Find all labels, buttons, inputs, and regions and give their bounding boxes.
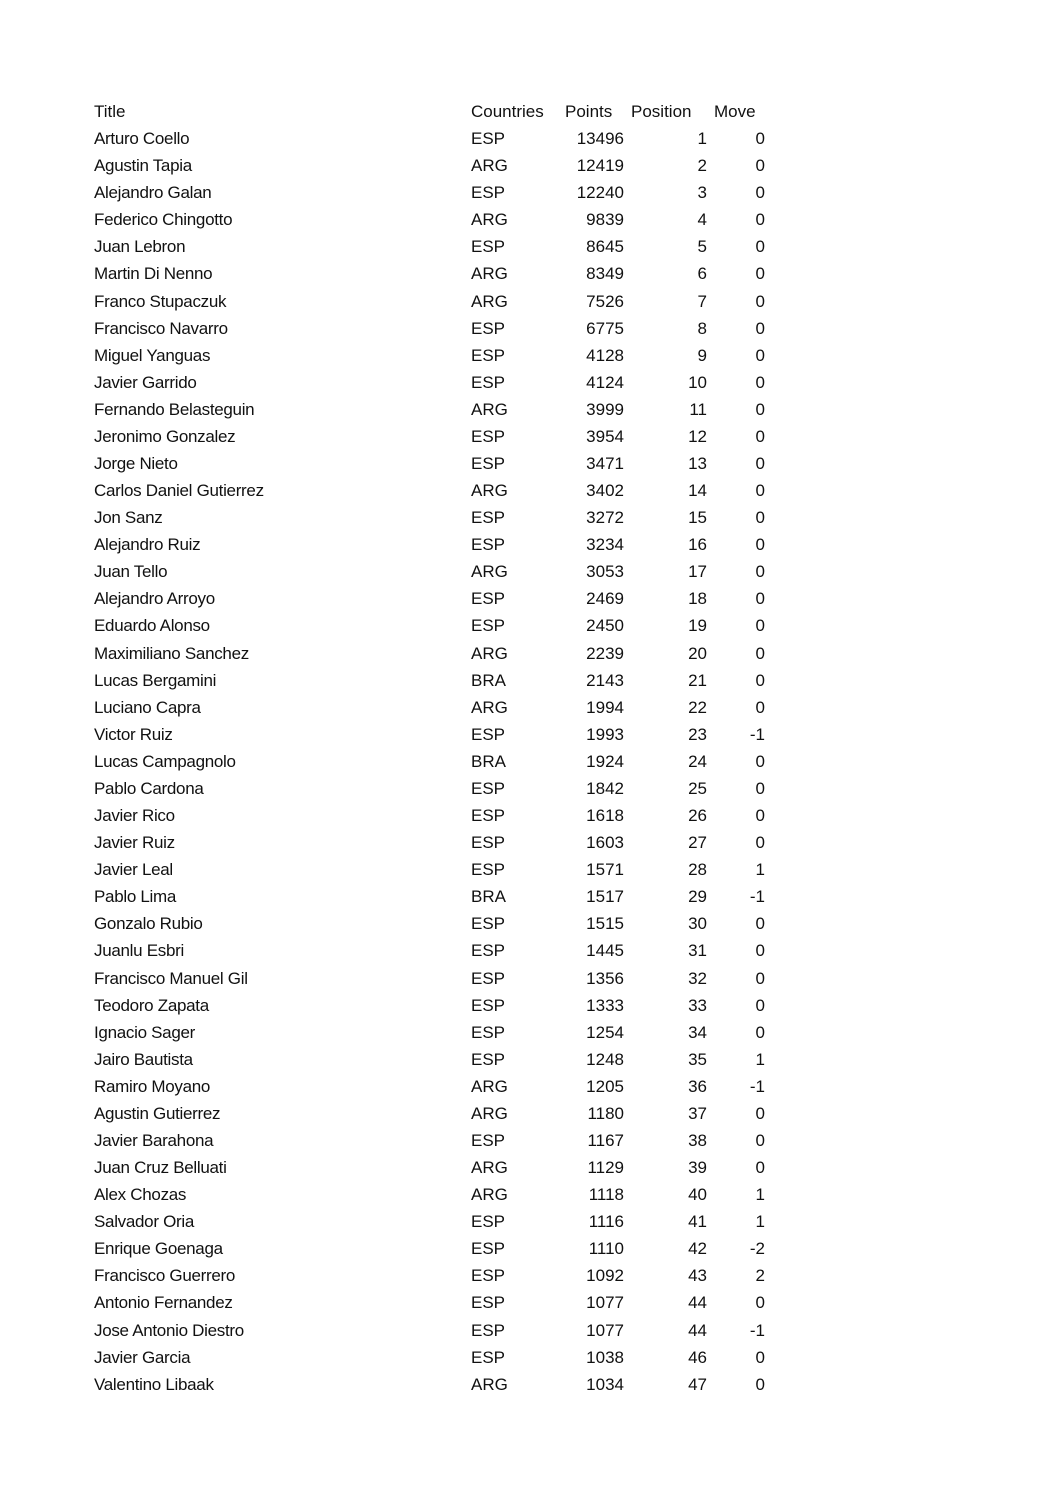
- cell-title: Luciano Capra: [94, 697, 201, 717]
- cell-position: 11: [689, 399, 707, 419]
- cell-move: -1: [749, 724, 765, 744]
- table-row: [0, 721, 1058, 748]
- cell-country: ESP: [471, 1347, 506, 1367]
- cell-title: Federico Chingotto: [94, 210, 233, 230]
- cell-move: 1: [755, 1212, 765, 1232]
- cell-move: 0: [755, 481, 765, 501]
- cell-move: 0: [755, 210, 765, 230]
- cell-position: 43: [688, 1266, 707, 1286]
- cell-points: 1167: [587, 1130, 624, 1150]
- cell-move: 0: [755, 264, 765, 284]
- cell-title: Enrique Goenaga: [94, 1239, 223, 1259]
- cell-title: Agustin Gutierrez: [94, 1103, 221, 1123]
- cell-position: 10: [688, 372, 707, 392]
- cell-points: 1118: [588, 1185, 624, 1205]
- cell-points: 1571: [586, 860, 624, 880]
- table-row: [0, 179, 1058, 206]
- table-row: [0, 260, 1058, 287]
- cell-points: 8349: [586, 264, 624, 284]
- cell-position: 39: [688, 1158, 707, 1178]
- cell-move: 0: [755, 941, 765, 961]
- cell-title: Pablo Cardona: [94, 778, 204, 798]
- cell-title: Javier Ruiz: [94, 833, 175, 853]
- cell-country: ARG: [471, 1076, 508, 1096]
- cell-move: 0: [755, 318, 765, 338]
- cell-title: Pablo Lima: [94, 887, 177, 907]
- table-row: [0, 1046, 1058, 1073]
- cell-move: 0: [755, 535, 765, 555]
- cell-points: 3234: [586, 535, 624, 555]
- cell-country: ESP: [471, 1049, 506, 1069]
- cell-title: Jorge Nieto: [94, 454, 178, 474]
- header-move: Move: [714, 102, 756, 121]
- cell-move: 0: [755, 616, 765, 636]
- cell-move: 0: [755, 156, 765, 176]
- cell-country: ESP: [471, 1320, 506, 1340]
- cell-points: 3954: [586, 426, 624, 446]
- table-row: [0, 477, 1058, 504]
- cell-position: 30: [688, 914, 707, 934]
- cell-move: 0: [755, 183, 765, 203]
- cell-country: ARG: [471, 264, 508, 284]
- cell-position: 34: [688, 1022, 707, 1042]
- cell-country: ESP: [471, 345, 506, 365]
- table-row: [0, 1154, 1058, 1181]
- cell-points: 1077: [586, 1293, 624, 1313]
- table-row: [0, 1317, 1058, 1344]
- cell-position: 29: [688, 887, 707, 907]
- cell-move: -1: [749, 1320, 765, 1340]
- cell-position: 40: [688, 1185, 707, 1205]
- cell-title: Juan Lebron: [94, 237, 186, 257]
- cell-points: 6775: [586, 318, 624, 338]
- table-row: [0, 288, 1058, 315]
- cell-move: 0: [755, 995, 765, 1015]
- table-row: [0, 856, 1058, 883]
- cell-title: Salvador Oria: [94, 1212, 195, 1232]
- table-row: [0, 802, 1058, 829]
- cell-country: BRA: [471, 670, 506, 690]
- cell-title: Ignacio Sager: [94, 1022, 196, 1042]
- cell-position: 33: [688, 995, 707, 1015]
- cell-country: BRA: [471, 887, 506, 907]
- cell-country: ESP: [471, 426, 506, 446]
- table-row: [0, 450, 1058, 477]
- cell-move: 0: [755, 778, 765, 798]
- cell-title: Antonio Fernandez: [94, 1293, 233, 1313]
- cell-title: Alex Chozas: [94, 1185, 187, 1205]
- table-row: [0, 883, 1058, 910]
- table-row: [0, 342, 1058, 369]
- cell-title: Valentino Libaak: [94, 1374, 214, 1394]
- table-row: [0, 423, 1058, 450]
- cell-move: 1: [755, 860, 765, 880]
- cell-title: Juan Tello: [94, 562, 168, 582]
- table-row: [0, 667, 1058, 694]
- cell-title: Jon Sanz: [94, 508, 163, 528]
- table-row: [0, 1073, 1058, 1100]
- cell-position: 37: [688, 1103, 707, 1123]
- cell-title: Javier Garcia: [94, 1347, 191, 1367]
- table-row: [0, 1019, 1058, 1046]
- table-header-row: [0, 98, 1058, 125]
- cell-position: 31: [688, 941, 707, 961]
- table-row: [0, 1127, 1058, 1154]
- cell-country: ESP: [471, 1293, 506, 1313]
- cell-country: ESP: [471, 1130, 506, 1150]
- cell-points: 8645: [586, 237, 624, 257]
- cell-points: 3053: [586, 562, 624, 582]
- cell-points: 1445: [586, 941, 624, 961]
- table-row: [0, 910, 1058, 937]
- cell-move: 0: [755, 426, 765, 446]
- cell-position: 3: [697, 183, 707, 203]
- cell-move: 0: [755, 399, 765, 419]
- cell-points: 7526: [586, 291, 624, 311]
- cell-position: 44: [688, 1320, 707, 1340]
- cell-title: Juanlu Esbri: [94, 941, 184, 961]
- cell-position: 21: [688, 670, 707, 690]
- cell-move: 0: [755, 345, 765, 365]
- cell-points: 1993: [586, 724, 624, 744]
- cell-country: ESP: [471, 914, 506, 934]
- cell-points: 1116: [588, 1212, 624, 1232]
- cell-move: 0: [755, 1374, 765, 1394]
- cell-points: 1517: [586, 887, 624, 907]
- table-row: [0, 1100, 1058, 1127]
- cell-position: 46: [688, 1347, 707, 1367]
- cell-country: ESP: [471, 454, 506, 474]
- cell-move: 0: [755, 1103, 765, 1123]
- cell-title: Jeronimo Gonzalez: [94, 426, 236, 446]
- cell-points: 1356: [586, 968, 624, 988]
- cell-position: 16: [688, 535, 707, 555]
- cell-title: Lucas Campagnolo: [94, 751, 236, 771]
- cell-title: Alejandro Galan: [94, 183, 212, 203]
- cell-position: 25: [688, 778, 707, 798]
- cell-points: 1618: [586, 806, 624, 826]
- table-row: [0, 1289, 1058, 1316]
- cell-country: ESP: [471, 129, 506, 149]
- table-row: [0, 965, 1058, 992]
- cell-points: 1077: [586, 1320, 624, 1340]
- cell-country: ESP: [471, 1212, 506, 1232]
- cell-position: 26: [688, 806, 707, 826]
- cell-country: ESP: [471, 318, 506, 338]
- cell-points: 2469: [586, 589, 624, 609]
- cell-position: 28: [688, 860, 707, 880]
- cell-title: Eduardo Alonso: [94, 616, 210, 636]
- table-row: [0, 369, 1058, 396]
- cell-position: 17: [688, 562, 707, 582]
- cell-points: 3471: [586, 454, 624, 474]
- cell-points: 1515: [586, 914, 624, 934]
- cell-move: 0: [755, 643, 765, 663]
- table-row: [0, 1344, 1058, 1371]
- cell-country: ESP: [471, 508, 506, 528]
- cell-title: Jairo Bautista: [94, 1049, 193, 1069]
- header-title: Title: [94, 102, 126, 121]
- cell-position: 35: [688, 1049, 707, 1069]
- cell-title: Teodoro Zapata: [94, 995, 209, 1015]
- ranking-table: [0, 98, 1058, 1398]
- header-countries: Countries: [471, 102, 544, 121]
- cell-points: 1110: [588, 1239, 624, 1259]
- cell-country: ESP: [471, 995, 506, 1015]
- cell-title: Arturo Coello: [94, 129, 190, 149]
- cell-move: 0: [755, 454, 765, 474]
- table-row: [0, 233, 1058, 260]
- cell-points: 1603: [586, 833, 624, 853]
- cell-points: 1254: [586, 1022, 624, 1042]
- cell-position: 42: [688, 1239, 707, 1259]
- cell-move: 0: [755, 914, 765, 934]
- cell-country: ARG: [471, 1185, 508, 1205]
- cell-points: 1842: [586, 778, 624, 798]
- cell-position: 47: [688, 1374, 707, 1394]
- cell-title: Javier Garrido: [94, 372, 197, 392]
- cell-points: 1205: [586, 1076, 624, 1096]
- cell-title: Francisco Navarro: [94, 318, 228, 338]
- cell-points: 1248: [586, 1049, 624, 1069]
- cell-position: 2: [697, 156, 707, 176]
- cell-position: 9: [697, 345, 707, 365]
- cell-position: 27: [688, 833, 707, 853]
- cell-position: 15: [688, 508, 707, 528]
- cell-points: 1333: [586, 995, 624, 1015]
- cell-country: ARG: [471, 481, 508, 501]
- cell-title: Martin Di Nenno: [94, 264, 213, 284]
- cell-title: Alejandro Arroyo: [94, 589, 215, 609]
- cell-move: 0: [755, 968, 765, 988]
- cell-move: 1: [755, 1049, 765, 1069]
- cell-points: 1180: [587, 1103, 624, 1123]
- table-row: [0, 1235, 1058, 1262]
- cell-country: ESP: [471, 1239, 506, 1259]
- cell-title: Javier Barahona: [94, 1130, 214, 1150]
- cell-country: ESP: [471, 535, 506, 555]
- cell-title: Jose Antonio Diestro: [94, 1320, 244, 1340]
- table-body: [0, 125, 1058, 1398]
- cell-country: ESP: [471, 589, 506, 609]
- cell-country: ARG: [471, 399, 508, 419]
- table-row: [0, 396, 1058, 423]
- cell-position: 8: [697, 318, 707, 338]
- cell-position: 24: [688, 751, 707, 771]
- cell-move: 0: [755, 1130, 765, 1150]
- table-row: [0, 585, 1058, 612]
- cell-points: 4128: [586, 345, 624, 365]
- cell-title: Carlos Daniel Gutierrez: [94, 481, 264, 501]
- table-row: [0, 829, 1058, 856]
- cell-points: 1034: [586, 1374, 624, 1394]
- cell-move: 0: [755, 129, 765, 149]
- table-row: [0, 125, 1058, 152]
- cell-points: 2143: [586, 670, 624, 690]
- cell-move: 0: [755, 806, 765, 826]
- cell-title: Francisco Manuel Gil: [94, 968, 248, 988]
- cell-position: 22: [688, 697, 707, 717]
- cell-points: 12419: [576, 156, 624, 176]
- cell-position: 20: [688, 643, 707, 663]
- cell-position: 5: [697, 237, 707, 257]
- cell-move: 0: [755, 237, 765, 257]
- cell-title: Javier Rico: [94, 806, 175, 826]
- cell-country: ESP: [471, 860, 506, 880]
- cell-country: ARG: [471, 562, 508, 582]
- cell-points: 1092: [586, 1266, 624, 1286]
- table-row: [0, 775, 1058, 802]
- cell-position: 32: [688, 968, 707, 988]
- cell-title: Franco Stupaczuk: [94, 291, 227, 311]
- cell-position: 18: [688, 589, 707, 609]
- cell-move: 0: [755, 1347, 765, 1367]
- cell-points: 12240: [576, 183, 624, 203]
- cell-move: 2: [755, 1266, 765, 1286]
- header-position: Position: [631, 102, 692, 121]
- cell-move: 0: [755, 1293, 765, 1313]
- cell-country: ESP: [471, 833, 506, 853]
- cell-position: 13: [688, 454, 707, 474]
- table-row: [0, 992, 1058, 1019]
- table-row: [0, 531, 1058, 558]
- cell-move: 1: [755, 1185, 765, 1205]
- cell-move: 0: [755, 751, 765, 771]
- table-row: [0, 937, 1058, 964]
- cell-move: -2: [749, 1239, 765, 1259]
- cell-position: 41: [688, 1212, 707, 1232]
- cell-title: Juan Cruz Belluati: [94, 1158, 227, 1178]
- table-row: [0, 315, 1058, 342]
- table-row: [0, 612, 1058, 639]
- cell-position: 4: [697, 210, 707, 230]
- cell-points: 2239: [586, 643, 624, 663]
- cell-country: ESP: [471, 724, 506, 744]
- cell-move: 0: [755, 508, 765, 528]
- cell-move: 0: [755, 291, 765, 311]
- cell-country: ESP: [471, 183, 506, 203]
- cell-country: ESP: [471, 237, 506, 257]
- cell-country: ESP: [471, 778, 506, 798]
- cell-title: Agustin Tapia: [94, 156, 192, 176]
- cell-country: ESP: [471, 616, 506, 636]
- cell-title: Miguel Yanguas: [94, 345, 211, 365]
- cell-points: 4124: [586, 372, 624, 392]
- cell-position: 14: [688, 481, 707, 501]
- table-row: [0, 1371, 1058, 1398]
- cell-position: 12: [688, 426, 707, 446]
- cell-country: ARG: [471, 291, 508, 311]
- cell-move: 0: [755, 1022, 765, 1042]
- table-row: [0, 504, 1058, 531]
- cell-move: -1: [749, 887, 765, 907]
- cell-points: 3999: [586, 399, 624, 419]
- table-row: [0, 558, 1058, 585]
- cell-position: 19: [688, 616, 707, 636]
- cell-title: Alejandro Ruiz: [94, 535, 201, 555]
- cell-title: Ramiro Moyano: [94, 1076, 211, 1096]
- table-row: [0, 152, 1058, 179]
- cell-country: ESP: [471, 968, 506, 988]
- cell-move: 0: [755, 833, 765, 853]
- cell-country: ESP: [471, 806, 506, 826]
- cell-country: BRA: [471, 751, 506, 771]
- cell-points: 1129: [587, 1158, 624, 1178]
- header-points: Points: [565, 102, 613, 121]
- cell-title: Gonzalo Rubio: [94, 914, 203, 934]
- cell-move: 0: [755, 1158, 765, 1178]
- table-row: [0, 1208, 1058, 1235]
- cell-move: 0: [755, 697, 765, 717]
- cell-position: 7: [697, 291, 707, 311]
- cell-country: ESP: [471, 941, 506, 961]
- cell-title: Maximiliano Sanchez: [94, 643, 249, 663]
- cell-position: 23: [688, 724, 707, 744]
- cell-move: 0: [755, 372, 765, 392]
- cell-country: ESP: [471, 1022, 506, 1042]
- cell-country: ESP: [471, 372, 506, 392]
- table-row: [0, 1181, 1058, 1208]
- cell-points: 3402: [586, 481, 624, 501]
- cell-country: ARG: [471, 210, 508, 230]
- table-row: [0, 1262, 1058, 1289]
- cell-position: 38: [688, 1130, 707, 1150]
- cell-move: 0: [755, 562, 765, 582]
- cell-move: 0: [755, 589, 765, 609]
- cell-position: 1: [697, 129, 707, 149]
- cell-move: 0: [755, 670, 765, 690]
- cell-country: ARG: [471, 1374, 508, 1394]
- cell-points: 2450: [586, 616, 624, 636]
- table-row: [0, 748, 1058, 775]
- table-row: [0, 206, 1058, 233]
- cell-title: Francisco Guerrero: [94, 1266, 236, 1286]
- cell-move: -1: [749, 1076, 765, 1096]
- cell-points: 1038: [586, 1347, 624, 1367]
- cell-position: 44: [688, 1293, 707, 1313]
- cell-position: 6: [697, 264, 707, 284]
- cell-country: ARG: [471, 1103, 508, 1123]
- cell-country: ARG: [471, 156, 508, 176]
- cell-points: 9839: [586, 210, 624, 230]
- cell-points: 1994: [586, 697, 624, 717]
- cell-title: Lucas Bergamini: [94, 670, 217, 690]
- cell-title: Fernando Belasteguin: [94, 399, 255, 419]
- cell-points: 1924: [586, 751, 624, 771]
- table-row: [0, 694, 1058, 721]
- cell-points: 13496: [576, 129, 624, 149]
- cell-points: 3272: [586, 508, 624, 528]
- table-row: [0, 640, 1058, 667]
- cell-position: 36: [688, 1076, 707, 1096]
- cell-title: Victor Ruiz: [94, 724, 173, 744]
- cell-country: ARG: [471, 1158, 508, 1178]
- cell-country: ARG: [471, 697, 508, 717]
- cell-title: Javier Leal: [94, 860, 173, 880]
- cell-country: ESP: [471, 1266, 506, 1286]
- cell-country: ARG: [471, 643, 508, 663]
